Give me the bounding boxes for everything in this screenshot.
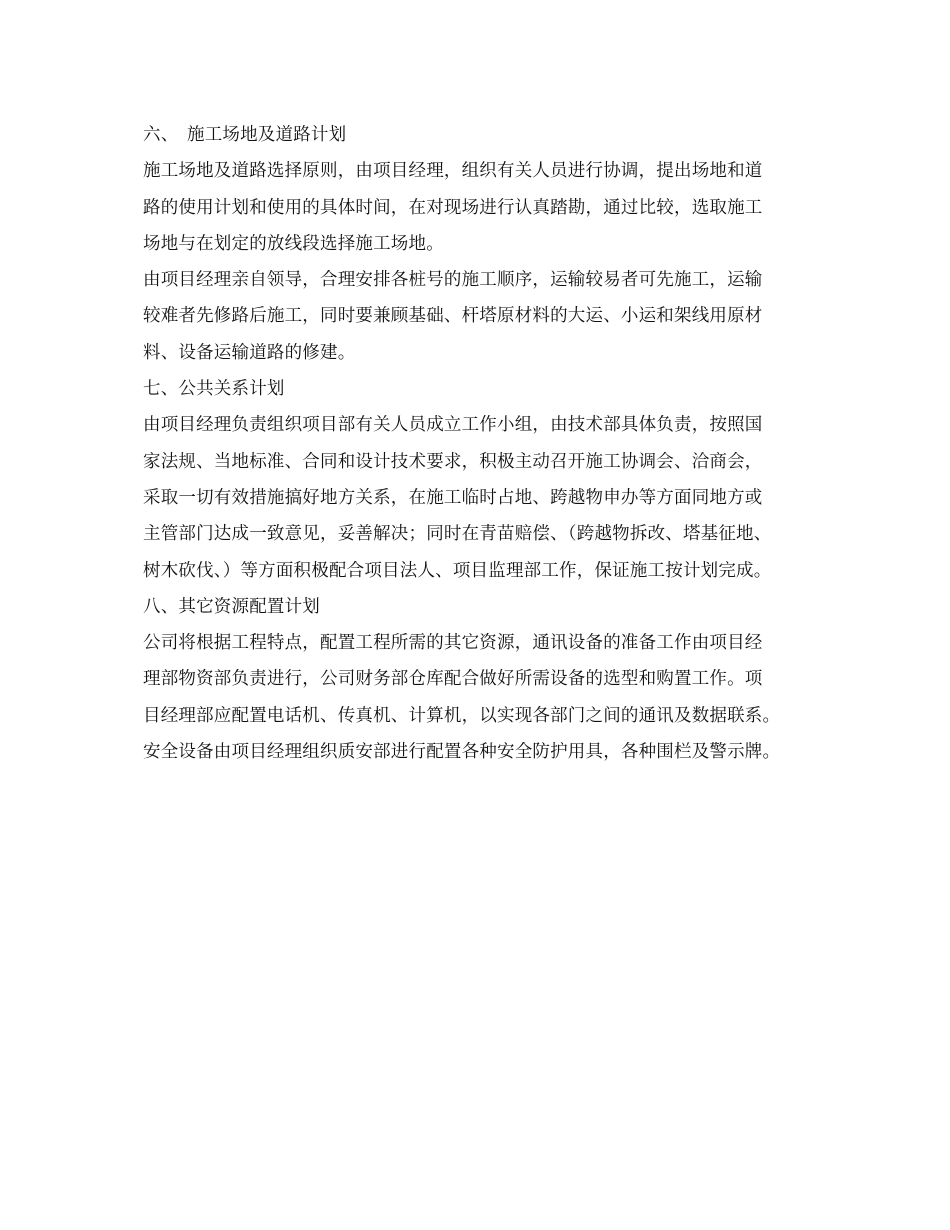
paragraph-line: 理部物资部负责进行，公司财务部仓库配合做好所需设备的选型和购置工作。项 xyxy=(143,669,763,690)
section-7-heading: 七、公共关系计划 xyxy=(143,379,285,400)
paragraph-line: 目经理部应配置电话机、传真机、计算机，以实现各部门之间的通讯及数据联系。 xyxy=(143,705,781,726)
paragraph-line: 树木砍伐、）等方面积极配合项目法人、项目监理部工作，保证施工按计划完成。 xyxy=(143,560,772,581)
section-6-number: 六、 xyxy=(143,125,179,145)
paragraph-line: 由项目经理亲自领导，合理安排各桩号的施工顺序，运输较易者可先施工，运输 xyxy=(143,270,763,291)
paragraph-line: 主管部门达成一致意见，妥善解决；同时在青苗赔偿、（跨越物拆改、塔基征地、 xyxy=(143,524,772,545)
paragraph-line: 安全设备由项目经理组织质安部进行配置各种安全防护用具，各种围栏及警示牌。 xyxy=(143,742,781,763)
paragraph-line: 公司将根据工程特点，配置工程所需的其它资源，通讯设备的准备工作由项目经 xyxy=(143,633,763,654)
paragraph-line: 采取一切有效措施搞好地方关系，在施工临时占地、跨越物申办等方面同地方或 xyxy=(143,487,763,508)
section-6-title: 施工场地及道路计划 xyxy=(187,125,347,145)
document-page xyxy=(143,117,813,770)
paragraph-line: 路的使用计划和使用的具体时间，在对现场进行认真踏勘，通过比较，选取施工 xyxy=(143,197,763,218)
paragraph-line: 由项目经理负责组织项目部有关人员成立工作小组，由技术部具体负责，按照国 xyxy=(143,415,763,436)
paragraph-line: 料、设备运输道路的修建。 xyxy=(143,342,356,363)
paragraph-line: 施工场地及道路选择原则，由项目经理，组织有关人员进行协调，提出场地和道 xyxy=(143,161,763,182)
section-8-heading: 八、其它资源配置计划 xyxy=(143,596,320,617)
paragraph-line: 家法规、当地标准、合同和设计技术要求，积极主动召开施工协调会、洽商会， xyxy=(143,451,763,472)
paragraph-line: 较难者先修路后施工，同时要兼顾基础、杆塔原材料的大运、小运和架线用原材 xyxy=(143,306,763,327)
paragraph-line: 场地与在划定的放线段选择施工场地。 xyxy=(143,233,444,254)
section-6-heading xyxy=(143,117,813,153)
